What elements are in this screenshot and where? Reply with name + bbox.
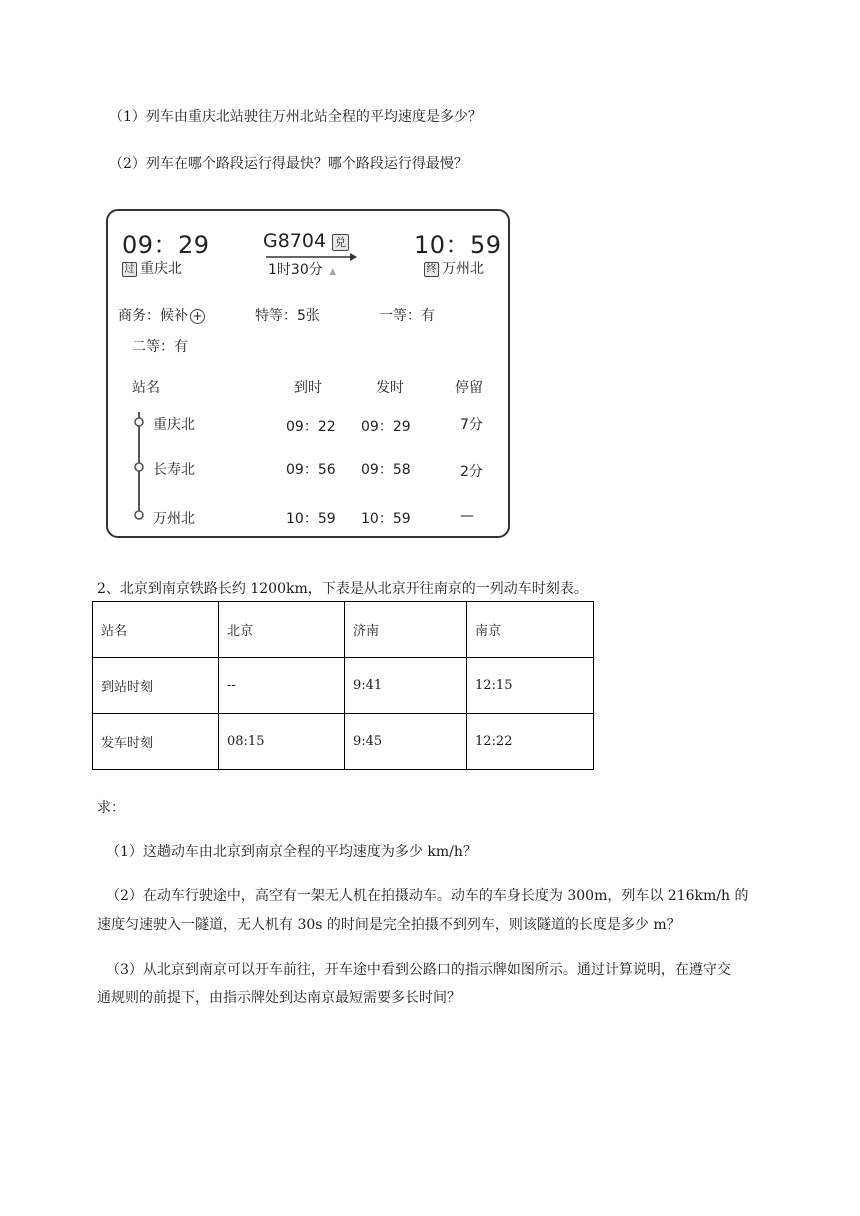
table-cell: 12:22 xyxy=(467,714,594,770)
seat-second: 二等：有 xyxy=(132,339,188,355)
train-number: G8704 xyxy=(263,230,327,252)
table-row xyxy=(93,658,594,714)
problem2-q1: （1）这趟动车由北京到南京全程的平均速度为多少 km/h？ xyxy=(106,844,477,860)
stop-depart: 09：58 xyxy=(361,462,411,478)
table-cell: 9:45 xyxy=(345,714,467,770)
ask-label: 求： xyxy=(97,800,125,816)
terminal-badge-icon: 终 xyxy=(424,262,439,277)
stop-depart: 09：29 xyxy=(361,419,411,435)
header-station: 站名 xyxy=(132,380,160,396)
problem2-stem: 2、北京到南京铁路长约 1200km，下表是从北京开往南京的一列动车时刻表。 xyxy=(97,581,588,597)
table-row xyxy=(93,714,594,770)
arrive-time: 10：59 xyxy=(414,231,502,259)
train-badge-icon: 兑 xyxy=(332,234,349,251)
stop-arrive: 09：22 xyxy=(286,419,336,435)
table-cell: -- xyxy=(219,658,345,714)
schedule-table xyxy=(92,601,594,770)
duration-group xyxy=(268,259,336,279)
pass-badge-icon: 过 xyxy=(122,262,137,277)
problem2-q2-line2: 速度匀速驶入一隧道，无人机有 30s 的时间是完全拍摄不到列车，则该隧道的长度是多少 m？ xyxy=(97,917,681,933)
table-cell: 到站时刻 xyxy=(93,658,219,714)
stop-stay: — xyxy=(460,508,474,524)
table-cell: 北京 xyxy=(219,602,345,658)
table-cell: 12:15 xyxy=(467,658,594,714)
stop-stay: 7分 xyxy=(460,417,483,433)
seat-business xyxy=(118,305,205,325)
stop-name: 万州北 xyxy=(153,511,195,527)
stop-arrive: 09：56 xyxy=(286,462,336,478)
origin-group xyxy=(122,258,182,278)
seat-premium: 特等：5张 xyxy=(255,308,320,324)
stop-arrive: 10：59 xyxy=(286,511,336,527)
add-circle-icon[interactable]: + xyxy=(190,309,205,324)
table-cell: 发车时刻 xyxy=(93,714,219,770)
table-cell: 济南 xyxy=(345,602,467,658)
stop-name: 重庆北 xyxy=(153,417,195,433)
stop-name: 长寿北 xyxy=(153,462,195,478)
header-stay: 停留 xyxy=(455,380,483,396)
route-timeline-icon xyxy=(133,409,145,521)
header-arrive: 到时 xyxy=(294,380,322,396)
seat-first: 一等：有 xyxy=(379,308,435,324)
stop-stay: 2分 xyxy=(460,464,483,480)
dest-station: 万州北 xyxy=(442,261,484,277)
stop-depart: 10：59 xyxy=(361,511,411,527)
seat-business-label: 商务：候补 xyxy=(118,308,188,324)
table-cell: 08:15 xyxy=(219,714,345,770)
problem2-q3-line2: 通规则的前提下，由指示牌处到达南京最短需要多长时间？ xyxy=(97,990,461,1006)
table-row xyxy=(93,602,594,658)
origin-station: 重庆北 xyxy=(140,261,182,277)
triangle-icon: ▲ xyxy=(329,267,337,277)
duration: 1时30分 xyxy=(268,262,323,278)
header-depart: 发时 xyxy=(376,380,404,396)
problem2-q2-line1: （2）在动车行驶途中，高空有一架无人机在拍摄动车。动车的车身长度为 300m，列车以 216km/h 的 xyxy=(106,888,749,904)
table-cell: 站名 xyxy=(93,602,219,658)
question-2: （2）列车在哪个路段运行得最快？哪个路段运行得最慢？ xyxy=(109,156,468,172)
dest-group xyxy=(424,258,484,278)
table-cell: 9:41 xyxy=(345,658,467,714)
table-cell: 南京 xyxy=(467,602,594,658)
problem2-q3-line1: （3）从北京到南京可以开车前往，开车途中看到公路口的指示牌如图所示。通过计算说明，在遵守交 xyxy=(106,962,731,978)
depart-time: 09：29 xyxy=(122,231,210,259)
train-number-group xyxy=(263,230,352,252)
train-ticket-card xyxy=(106,209,510,538)
question-1: （1）列车由重庆北站驶往万州北站全程的平均速度是多少？ xyxy=(109,109,482,125)
